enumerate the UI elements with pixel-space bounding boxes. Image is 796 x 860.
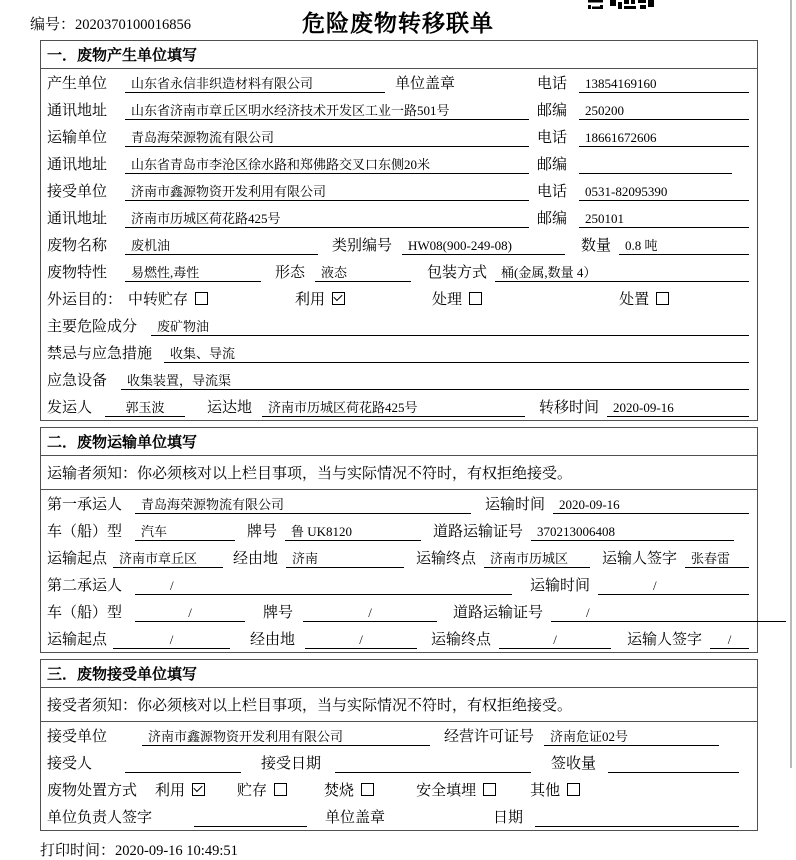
checkbox-disposal-use	[192, 783, 205, 796]
address-label: 通讯地址	[47, 157, 108, 173]
transporter-phone-value: 18661672606	[579, 129, 749, 147]
vehicle-type-label: 车（船）型	[47, 524, 123, 540]
zip-label: 邮编	[537, 103, 568, 119]
transporter-sign-label: 运输人签字	[602, 551, 678, 567]
row-first-vehicle	[41, 517, 757, 544]
transporter-value: 青岛海荣源物流有限公司	[125, 129, 529, 147]
zip-label: 邮编	[537, 211, 568, 227]
character-value: 易燃性,毒性	[125, 264, 261, 282]
first-plate-value: 鲁 UK8120	[285, 523, 421, 541]
checkbox-disposal-landfill	[483, 783, 496, 796]
purpose-option-storage: 中转贮存	[128, 288, 208, 309]
first-end-value: 济南市历城区	[484, 550, 590, 568]
permit-label: 经营许可证号	[444, 729, 535, 745]
destination-value: 济南市历城区荷花路425号	[262, 399, 525, 417]
checkbox-disposal-incinerate	[361, 783, 374, 796]
category-value: HW08(900-249-08)	[402, 237, 565, 255]
row-disposal-method	[41, 776, 757, 803]
character-label: 废物特性	[47, 265, 108, 281]
second-license-value: /	[551, 604, 786, 622]
hazard-value: 废矿物油	[151, 318, 749, 336]
row-manager-sign	[41, 803, 757, 830]
purpose-option-treat: 处理	[432, 288, 482, 309]
row-accepter	[41, 749, 757, 776]
transfer-date-value: 2020-09-16	[607, 399, 749, 417]
producer-value: 山东省永信非织造材料有限公司	[125, 75, 385, 93]
signed-amount-label: 签收量	[551, 756, 597, 772]
accept-date-value	[335, 772, 531, 773]
shipper-value: 郭玉波	[105, 399, 185, 417]
page-edge-divider	[790, 0, 792, 768]
row-emergency-measures	[41, 339, 757, 366]
address-label: 通讯地址	[47, 211, 108, 227]
quantity-label: 数量	[581, 238, 612, 254]
emergency-label: 禁忌与应急措施	[47, 346, 153, 362]
second-carrier-time-value: /	[598, 577, 749, 595]
print-time-label: 打印时间：	[40, 843, 116, 859]
transporter-address-value: 山东省青岛市李沧区徐水路和郑佛路交叉口东侧20米	[125, 156, 529, 174]
road-license-label: 道路运输证号	[433, 524, 524, 540]
accepter-label: 接受人	[47, 756, 93, 772]
destination-label: 运达地	[207, 400, 253, 416]
row-emergency-equipment	[41, 366, 757, 393]
producer-phone-value: 13854169160	[579, 75, 749, 93]
accept-date-label: 接受日期	[261, 756, 322, 772]
waste-name-value: 废机油	[125, 237, 318, 255]
document-header	[0, 0, 796, 40]
checkbox-disposal-other	[567, 783, 580, 796]
receiver-phone-value: 0531-82095390	[579, 183, 749, 201]
row-producer-address	[41, 96, 757, 123]
origin-label: 运输起点	[47, 551, 108, 567]
second-sign-value: /	[710, 631, 749, 649]
phone-label: 电话	[537, 184, 568, 200]
checkbox-treat	[469, 292, 482, 305]
first-via-value: 济南	[286, 550, 404, 568]
zip-label: 邮编	[537, 157, 568, 173]
receiver-zip-value: 250101	[579, 210, 749, 228]
second-via-value: /	[305, 631, 417, 649]
category-label: 类别编号	[332, 238, 393, 254]
purpose-option-dispose: 处置	[619, 288, 669, 309]
hazard-label: 主要危险成分	[47, 319, 138, 335]
emergency-value: 收集、导流	[164, 345, 749, 363]
receiver-label: 接受单位	[47, 184, 108, 200]
first-carrier-label: 第一承运人	[47, 497, 123, 513]
receiving-unit-value: 济南市鑫源物资开发利用有限公司	[142, 728, 430, 746]
disposal-option-store: 贮存	[237, 779, 287, 800]
receiver-notice: 接受者须知：你必须核对以上栏目事项，当与实际情况不符时，有权拒绝接受。	[41, 688, 757, 722]
row-second-route	[41, 625, 757, 652]
receiving-unit-label: 接受单位	[47, 729, 108, 745]
qr-code-partial-icon	[588, 0, 654, 9]
section-receiver-title: 三．废物接受单位填写	[41, 660, 757, 688]
transporter-sign-label: 运输人签字	[627, 632, 703, 648]
purpose-label: 外运目的：	[47, 292, 123, 308]
row-waste-name	[41, 231, 757, 258]
first-carrier-value: 青岛海荣源物流有限公司	[135, 496, 471, 514]
row-second-carrier	[41, 571, 757, 598]
second-carrier-label: 第二承运人	[47, 578, 123, 594]
section-producer	[40, 40, 758, 421]
transport-time-label: 运输时间	[530, 578, 591, 594]
producer-zip-value: 250200	[579, 102, 749, 120]
document-number-value: 2020370100016856	[75, 17, 192, 33]
date-label: 日期	[493, 810, 524, 826]
document-number-label: 编号：	[30, 17, 76, 33]
form-label: 形态	[275, 265, 306, 281]
manager-sign-value	[194, 826, 307, 827]
page-title: 危险废物转移联单	[302, 11, 494, 36]
producer-label: 产生单位	[47, 76, 108, 92]
row-waste-character	[41, 258, 757, 285]
packing-value: 桶(金属,数量 4）	[495, 264, 749, 282]
equipment-value: 收集装置，导流渠	[121, 372, 749, 390]
first-sign-value: 张春雷	[685, 550, 749, 568]
second-plate-value: /	[303, 604, 437, 622]
receiver-address-value: 济南市历城区荷花路425号	[125, 210, 529, 228]
row-receiver	[41, 177, 757, 204]
row-producer	[41, 69, 757, 96]
waste-name-label: 废物名称	[47, 238, 108, 254]
transport-time-label: 运输时间	[485, 497, 546, 513]
manager-sign-label: 单位负责人签字	[47, 810, 153, 826]
date-value	[535, 826, 739, 827]
receiver-value: 济南市鑫源物资开发利用有限公司	[125, 183, 529, 201]
row-first-carrier	[41, 490, 757, 517]
checkbox-storage	[195, 292, 208, 305]
shipper-label: 发运人	[47, 400, 93, 416]
row-transfer-purpose	[41, 285, 757, 312]
address-label: 通讯地址	[47, 103, 108, 119]
first-vehicle-value: 汽车	[135, 523, 235, 541]
row-transporter-address	[41, 150, 757, 177]
transfer-date-label: 转移时间	[539, 400, 600, 416]
second-carrier-value: /	[135, 577, 512, 595]
print-time	[40, 839, 796, 860]
unit-seal-label: 单位盖章	[395, 76, 456, 92]
second-end-value: /	[499, 631, 611, 649]
checkbox-use	[332, 292, 345, 305]
producer-address-value: 山东省济南市章丘区明水经济技术开发区工业一路501号	[125, 102, 529, 120]
signed-amount-value	[608, 772, 739, 773]
row-first-route	[41, 544, 757, 571]
first-origin-value: 济南市章丘区	[113, 550, 223, 568]
plate-label: 牌号	[247, 524, 278, 540]
accepter-value	[125, 772, 241, 773]
section-receiver	[40, 659, 758, 831]
transporter-notice: 运输者须知：你必须核对以上栏目事项，当与实际情况不符时，有权拒绝接受。	[41, 456, 757, 490]
equipment-label: 应急设备	[47, 373, 108, 389]
row-transporter	[41, 123, 757, 150]
permit-value: 济南危证02号	[544, 728, 719, 746]
print-time-value: 2020-09-16 10:49:51	[115, 843, 238, 859]
row-second-vehicle	[41, 598, 757, 625]
section-producer-title: 一．废物产生单位填写	[41, 41, 757, 69]
phone-label: 电话	[537, 76, 568, 92]
second-origin-value: /	[113, 631, 230, 649]
transporter-label: 运输单位	[47, 130, 108, 146]
unit-seal-label: 单位盖章	[325, 810, 386, 826]
row-receiver-address	[41, 204, 757, 231]
transporter-zip-value	[579, 173, 732, 174]
row-shipper	[41, 393, 757, 420]
road-license-label: 道路运输证号	[453, 605, 544, 621]
disposal-label: 废物处置方式	[47, 783, 138, 799]
disposal-option-other: 其他	[530, 779, 580, 800]
disposal-option-use: 利用	[155, 779, 205, 800]
end-label: 运输终点	[416, 551, 477, 567]
section-transporter	[40, 427, 758, 653]
checkbox-dispose	[656, 292, 669, 305]
end-label: 运输终点	[431, 632, 492, 648]
disposal-option-landfill: 安全填埋	[416, 779, 496, 800]
second-vehicle-value: /	[135, 604, 245, 622]
disposal-option-incinerate: 焚烧	[324, 779, 374, 800]
row-receiving-unit	[41, 722, 757, 749]
first-carrier-time-value: 2020-09-16	[553, 496, 749, 514]
quantity-value: 0.8 吨	[619, 237, 749, 255]
checkbox-disposal-store	[274, 783, 287, 796]
vehicle-type-label: 车（船）型	[47, 605, 123, 621]
origin-label: 运输起点	[47, 632, 108, 648]
via-label: 经由地	[250, 632, 296, 648]
row-hazard-component	[41, 312, 757, 339]
section-transporter-title: 二．废物运输单位填写	[41, 428, 757, 456]
via-label: 经由地	[233, 551, 279, 567]
first-license-value: 370213006408	[531, 523, 734, 541]
phone-label: 电话	[537, 130, 568, 146]
purpose-option-use: 利用	[295, 288, 345, 309]
form-value: 液态	[315, 264, 411, 282]
plate-label: 牌号	[263, 605, 294, 621]
packing-label: 包装方式	[427, 265, 488, 281]
